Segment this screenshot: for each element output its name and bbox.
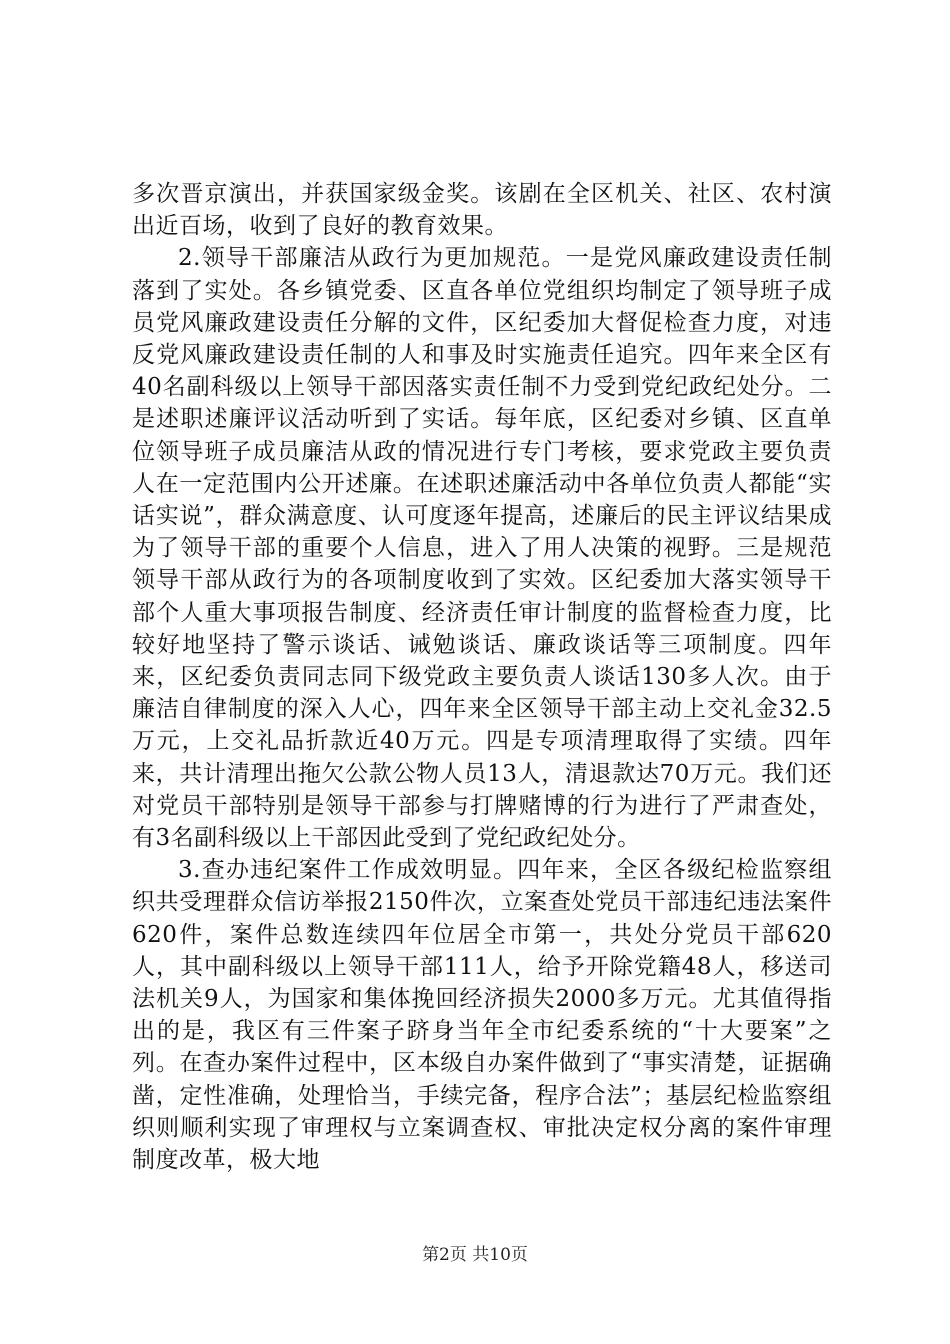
paragraph-continuation: 多次晋京演出，并获国家级金奖。该剧在全区机关、社区、农村演出近百场，收到了良好的教育效果。	[132, 181, 832, 240]
paragraph-section-2: 2.领导干部廉洁从政行为更加规范。一是党风廉政建设责任制落到了实处。各乡镇党委、区直各单位党组织均制定了领导班子成员党风廉政建设责任分解的文件，区纪委加大督促检查力度，对违反党风廉政建设责任制的人和事及时实施责任追究。四年来全区有40名副科级以上领导干部因落实责任制不力受到党纪政纪处分。二是述职述廉评议活动听到了实话。每年底，区纪委对乡镇、区直单位领导班子成员廉洁从政的情况进行专门考核，要求党政主要负责人在一定范围内公开述廉。在述职述廉活动中各单位负责人都能“实话实说”，群众满意度、认可度逐年提高，述廉后的民主评议结果成为了领导干部的重要个人信息，进入了用人决策的视野。三是规范领导干部从政行为的各项制度收到了实效。区纪委加大落实领导干部个人重大事项报告制度、经济责任审计制度的监督检查力度，比较好地坚持了警示谈话、诫勉谈话、廉政谈话等三项制度。四年来，区纪委负责同志同下级党政主要负责人谈话130多人次。由于廉洁自律制度的深入人心，四年来全区领导干部主动上交礼金32.5万元，上交礼品折款近40万元。四是专项清理取得了实绩。四年来，共计清理出拖欠公款公物人员13人，清退款达70万元。我们还对党员干部特别是领导干部参与打牌赌博的行为进行了严肃查处，有3名副科级以上干部因此受到了党纪政纪处分。	[132, 245, 832, 852]
paragraph-section-3: 3.查办违纪案件工作成效明显。四年来，全区各级纪检监察组织共受理群众信访举报2150件次，立案查处党员干部违纪违法案件620件，案件总数连续四年位居全市第一，共处分党员干部620人，其中副科级以上领导干部111人，给予开除党籍48人，移送司法机关9人，为国家和集体挽回经济损失2000多万元。尤其值得指出的是，我区有三件案子跻身当年全市纪委系统的“十大要案”之列。在查办案件过程中，区本级自办案件做到了“事实清楚，证据确凿，定性准确，处理恰当，手续完备，程序合法”；基层纪检监察组织则顺利实现了审理权与立案调查权、审批决定权分离的案件审理制度改革，极大地	[132, 857, 832, 1174]
document-body	[132, 178, 832, 1176]
page-number-footer: 第2页 共10页	[422, 1245, 528, 1265]
